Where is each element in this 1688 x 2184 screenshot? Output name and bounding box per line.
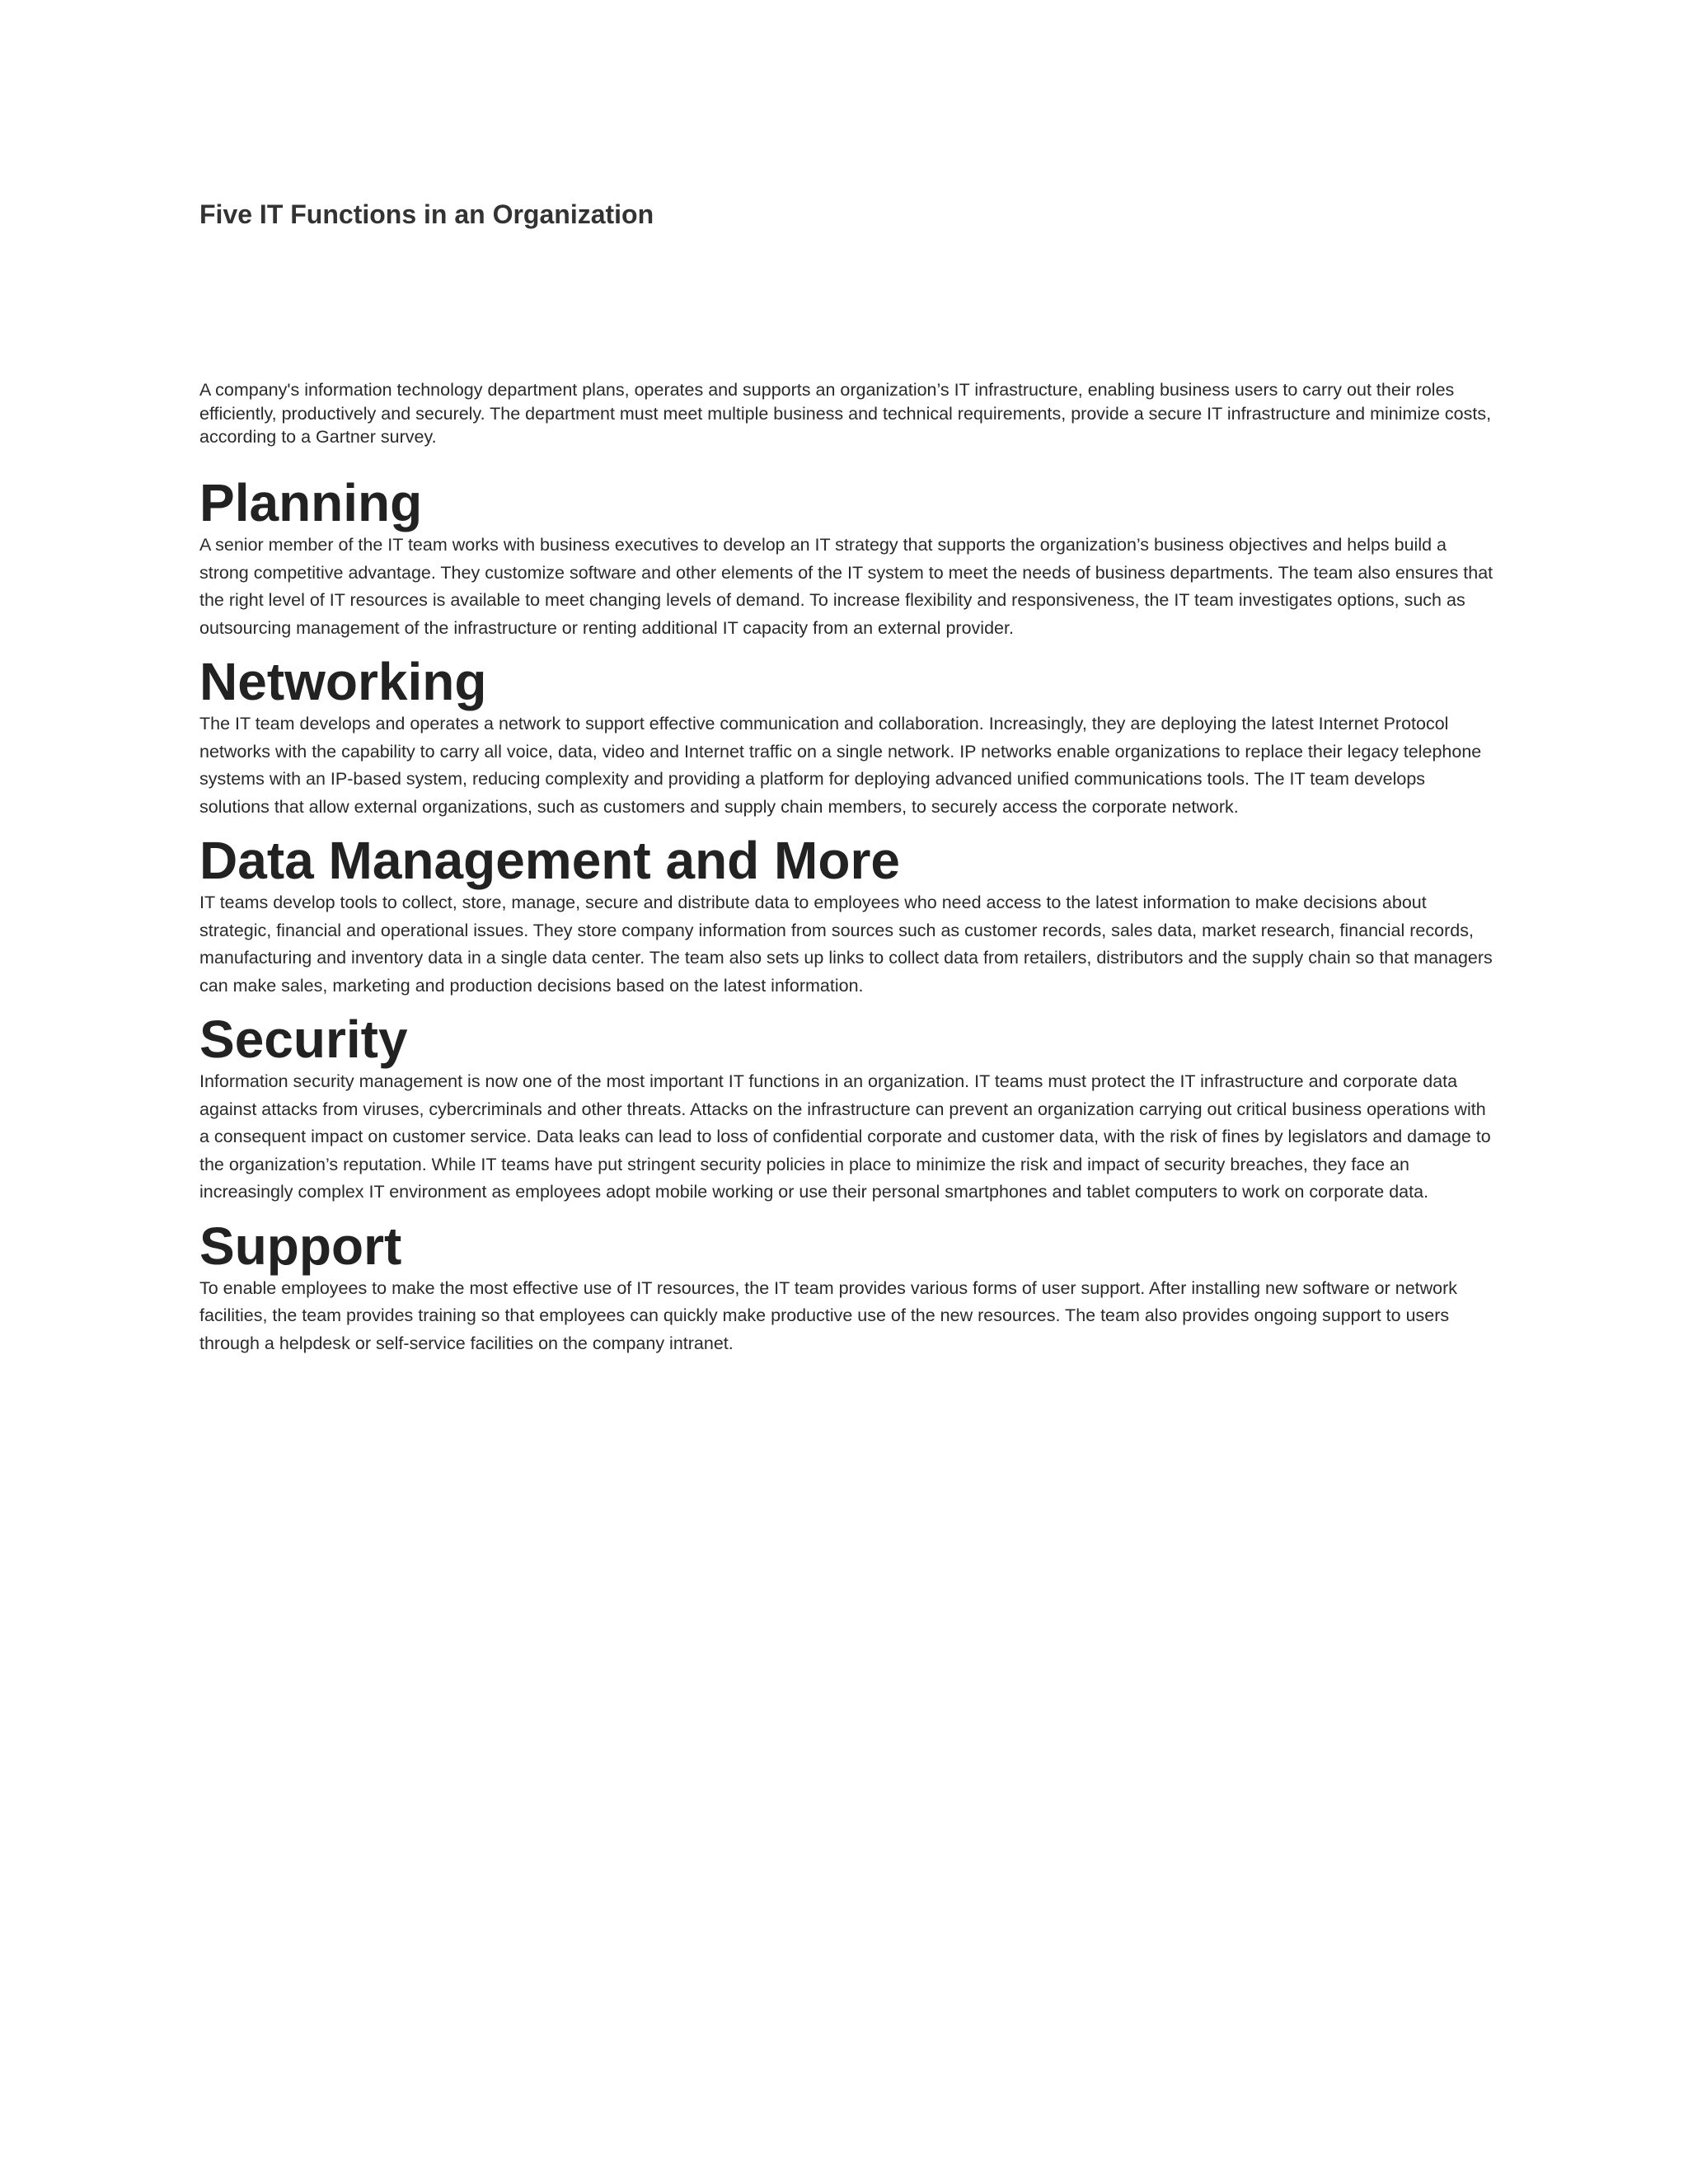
section-body: IT teams develop tools to collect, store, manage, secure and distribute data to employees who need access to the latest information to make decisions about strategic, financial and operational issues. They store company information from sources such as customer records, sales data, market research, financial records, manufacturing and inventory data in a single data center. The team also sets up links to collect data from retailers, distributors and the supply chain so that managers can make sales, marketing and production decisions based on the latest information.	[199, 893, 1493, 996]
section-body: The IT team develops and operates a network to support effective communication and collaboration. Increasingly, they are deploying the latest Internet Protocol networks with the capability to carry all voice, data, video and Internet traffic on a single network. IP networks enable organizations to replace their legacy telephone systems with an IP-based system, reducing complexity and providing a platform for deploying advanced unified communications tools. The IT team develops solutions that allow external organizations, such as customers and supply chain members, to securely access the corporate network.	[199, 714, 1482, 817]
section-support	[199, 1217, 1498, 1358]
section-body: A senior member of the IT team works with business executives to develop an IT strategy that supports the organization’s business objectives and helps build a strong competitive advantage. They customize software and other elements of the IT system to meet the needs of business departments. The team also ensures that the right level of IT resources is available to meet changing levels of demand. To increase flexibility and responsiveness, the IT team investigates options, such as outsourcing management of the infrastructure or renting additional IT capacity from an external provider.	[199, 535, 1493, 638]
document-title: Five IT Functions in an Organization	[199, 199, 654, 229]
section-heading: Data Management and More	[199, 831, 900, 890]
section-networking	[199, 653, 1498, 821]
section-body: Information security management is now one of the most important IT functions in an organization. IT teams must protect the IT infrastructure and corporate data against attacks from viruses, cybercriminals and other threats. Attacks on the infrastructure can prevent an organization carrying out critical business operations with a consequent impact on customer service. Data leaks can lead to loss of confidential corporate and customer data, with the risk of fines by legislators and damage to the organization’s reputation. While IT teams have put stringent security policies in place to minimize the risk and impact of security breaches, they face an increasingly complex IT environment as employees adopt mobile working or use their personal smartphones and tablet computers to work on corporate data.	[199, 1071, 1491, 1202]
section-heading: Support	[199, 1216, 402, 1276]
intro-paragraph: A company's information technology department plans, operates and supports an organization’s IT infrastructure, enabling business users to carry out their roles efficiently, productively and securely. The department must meet multiple business and technical requirements, provide a secure IT infrastructure and minimize costs, according to a Gartner survey.	[199, 380, 1492, 447]
section-data-management	[199, 832, 1498, 1000]
section-planning	[199, 474, 1498, 642]
section-heading: Planning	[199, 473, 423, 532]
section-heading: Security	[199, 1010, 408, 1069]
section-heading: Networking	[199, 652, 487, 711]
section-security	[199, 1010, 1498, 1207]
section-body: To enable employees to make the most effective use of IT resources, the IT team provides various forms of user support. After installing new software or network facilities, the team provides training so that employees can quickly make productive use of the new resources. The team also provides ongoing support to users through a helpdesk or self-service facilities on the company intranet.	[199, 1277, 1458, 1353]
sections-container	[199, 474, 1498, 1368]
